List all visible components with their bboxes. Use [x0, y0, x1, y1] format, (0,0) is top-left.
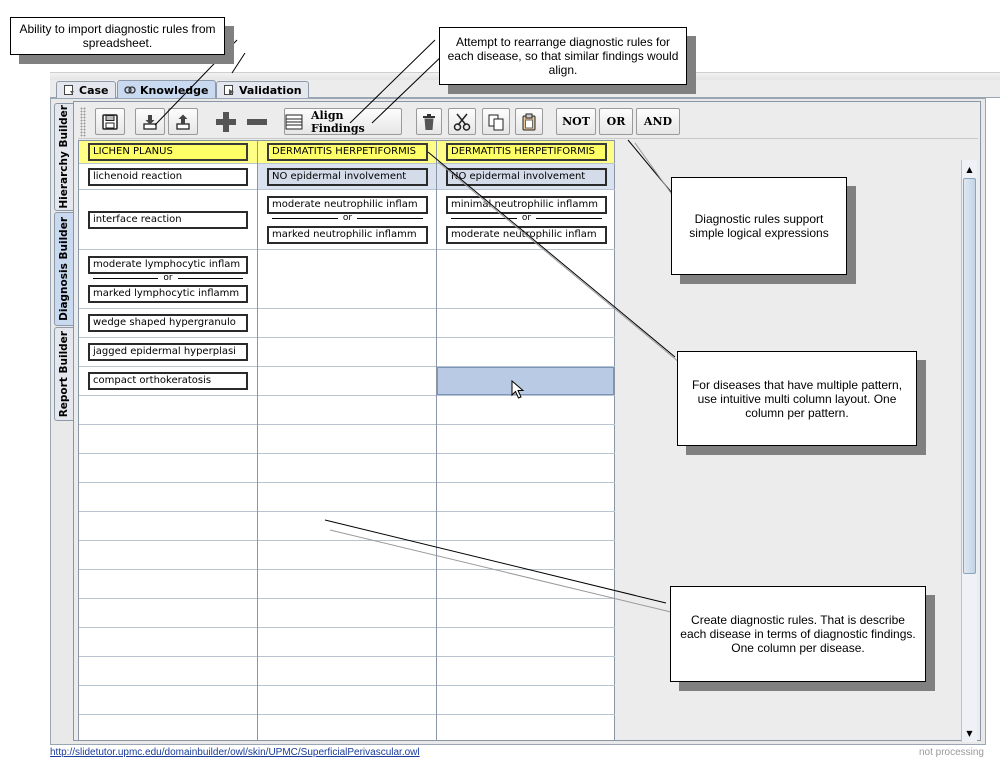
row-divider: [78, 511, 615, 512]
finding-box[interactable]: NO epidermal involvement: [267, 168, 428, 186]
align-findings-label: Align Findings: [310, 108, 365, 135]
import-button[interactable]: [135, 108, 165, 135]
tab-diagnosis-builder-label: Diagnosis Builder: [58, 217, 70, 321]
finding-box[interactable]: moderate lymphocytic inflam: [88, 256, 248, 274]
row-divider: [78, 189, 615, 190]
row-divider: [78, 395, 615, 396]
align-icon: [285, 114, 303, 130]
ontology-url-link[interactable]: http://slidetutor.upmc.edu/domainbuilder/owl/skin/UPMC/SuperficialPerivascular.owl: [50, 747, 420, 758]
column-divider: [78, 140, 79, 740]
column-divider: [257, 140, 258, 740]
or-separator: or: [88, 273, 248, 283]
column-divider: [436, 140, 437, 740]
row-divider: [78, 163, 615, 164]
and-label: AND: [643, 115, 673, 128]
save-icon: [101, 113, 119, 131]
row-divider: [78, 308, 615, 309]
row-divider: [78, 685, 615, 686]
knowledge-icon: [124, 84, 136, 96]
remove-button[interactable]: [243, 108, 271, 135]
tab-case-label: Case: [79, 83, 109, 97]
row-divider: [78, 598, 615, 599]
finding-box[interactable]: interface reaction: [88, 211, 248, 229]
row-divider: [78, 714, 615, 715]
delete-button[interactable]: [416, 108, 442, 135]
align-findings-button[interactable]: [284, 108, 402, 135]
paste-icon: [520, 113, 538, 131]
copy-button[interactable]: [482, 108, 510, 135]
finding-box[interactable]: jagged epidermal hyperplasi: [88, 343, 248, 361]
paste-button[interactable]: [515, 108, 543, 135]
processing-status: not processing: [918, 747, 984, 758]
tab-report-builder[interactable]: [54, 327, 73, 421]
finding-box[interactable]: lichenoid reaction: [88, 168, 248, 186]
row-divider: [78, 424, 615, 425]
finding-box[interactable]: minimal neutrophilic inflamm: [446, 196, 607, 214]
finding-box[interactable]: moderate neutrophilic inflam: [446, 226, 607, 244]
not-button[interactable]: [556, 108, 596, 135]
toolbar-grip-icon[interactable]: [80, 107, 86, 137]
row-divider: [78, 249, 615, 250]
callout-create-rules: Create diagnostic rules. That is describe each disease in terms of diagnostic findings. One column per disease.: [670, 586, 926, 682]
case-icon: [63, 84, 75, 96]
tab-validation-label: Validation: [239, 83, 302, 97]
export-icon: [174, 113, 192, 131]
or-button[interactable]: [599, 108, 633, 135]
row-divider: [78, 656, 615, 657]
scrollbar-thumb[interactable]: [963, 178, 976, 574]
row-divider: [78, 337, 615, 338]
not-label: NOT: [562, 115, 590, 128]
finding-box[interactable]: marked lymphocytic inflamm: [88, 285, 248, 303]
callout-import: Ability to import diagnostic rules from spreadsheet.: [10, 17, 225, 55]
row-divider: [78, 569, 615, 570]
tab-validation[interactable]: [216, 81, 309, 98]
finding-box[interactable]: compact orthokeratosis: [88, 372, 248, 390]
tab-hierarchy-builder-label: Hierarchy Builder: [58, 105, 70, 209]
tab-diagnosis-builder[interactable]: [54, 212, 73, 326]
export-button[interactable]: [168, 108, 198, 135]
delete-icon: [421, 113, 437, 131]
tab-knowledge[interactable]: [117, 80, 216, 99]
finding-box[interactable]: wedge shaped hypergranulo: [88, 314, 248, 332]
or-separator: or: [267, 213, 428, 223]
tab-hierarchy-builder[interactable]: [54, 103, 73, 211]
remove-icon: [245, 110, 269, 134]
row-divider: [78, 453, 615, 454]
scroll-down-icon[interactable]: ▼: [966, 729, 973, 738]
add-button[interactable]: [212, 108, 240, 135]
finding-box[interactable]: NO epidermal involvement: [446, 168, 607, 186]
mouse-pointer-icon: [511, 380, 525, 400]
cut-button[interactable]: [448, 108, 476, 135]
import-icon: [141, 113, 159, 131]
callout-align: Attempt to rearrange diagnostic rules for each disease, so that similar findings would align.: [439, 27, 687, 85]
disease-header[interactable]: LICHEN PLANUS: [88, 143, 248, 161]
disease-header[interactable]: DERMATITIS HERPETIFORMIS: [446, 143, 607, 161]
callout-multi-column: For diseases that have multiple pattern, use intuitive multi column layout. One column per pattern.: [677, 351, 917, 446]
save-button[interactable]: [95, 108, 125, 135]
row-divider: [78, 482, 615, 483]
tab-case[interactable]: [56, 81, 116, 98]
callout-logical: Diagnostic rules support simple logical expressions: [671, 177, 847, 275]
finding-box[interactable]: moderate neutrophilic inflam: [267, 196, 428, 214]
or-label: OR: [606, 115, 626, 128]
and-button[interactable]: [636, 108, 680, 135]
row-divider: [78, 540, 615, 541]
tab-report-builder-label: Report Builder: [58, 330, 70, 418]
add-icon: [214, 110, 238, 134]
scroll-up-icon[interactable]: ▲: [966, 165, 973, 174]
disease-header[interactable]: DERMATITIS HERPETIFORMIS: [267, 143, 428, 161]
copy-icon: [487, 113, 505, 131]
finding-box[interactable]: marked neutrophilic inflamm: [267, 226, 428, 244]
row-divider: [78, 627, 615, 628]
cut-icon: [453, 113, 471, 131]
validation-icon: [223, 84, 235, 96]
or-separator: or: [446, 213, 607, 223]
tab-knowledge-label: Knowledge: [140, 83, 209, 97]
selected-cell[interactable]: [437, 367, 614, 395]
